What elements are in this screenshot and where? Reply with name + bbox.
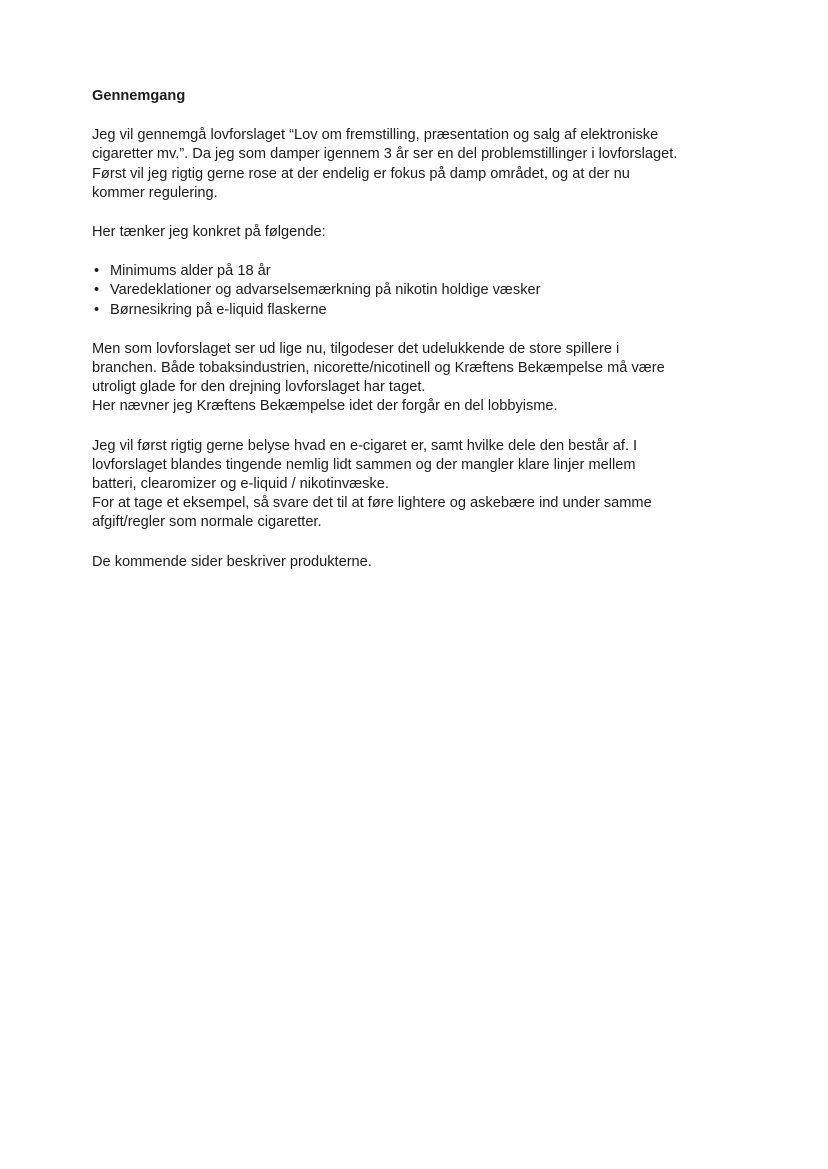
document-heading: Gennemgang [92,88,186,104]
list-item [92,262,752,281]
bullet-icon: • [94,301,100,318]
bullet-list [92,262,752,320]
paragraph-line: utroligt glade for den drejning lovforslaget har taget. [92,379,426,396]
intro-line: kommer regulering. [92,184,218,201]
list-item-text: Varedeklationer og advarselsemærkning på nikotin holdige væsker [110,282,541,299]
paragraph-line: Jeg vil først rigtig gerne belyse hvad en e-cigaret er, samt hvilke dele den består af. I [92,437,638,454]
paragraph-line: For at tage et eksempel, så svare det til at føre lightere og askebære ind under samme [92,495,652,512]
intro-line: Jeg vil gennemgå lovforslaget “Lov om fremstilling, præsentation og salg af elektroniske [92,127,659,144]
paragraph-line: Men som lovforslaget ser ud lige nu, tilgodeser det udelukkende de store spillere i [92,340,620,357]
intro-paragraph [92,126,752,203]
intro-line: cigaretter mv.”. Da jeg som damper igennem 3 år ser en del problemstillinger i lovforslaget. [92,146,678,163]
paragraph-line: branchen. Både tobaksindustrien, nicorette/nicotinell og Kræftens Bekæmpelse må være [92,360,665,377]
list-intro: Her tænker jeg konkret på følgende: [92,224,326,241]
bullet-icon: • [94,263,100,280]
list-item-text: Børnesikring på e-liquid flaskerne [110,301,327,318]
list-item [92,281,752,300]
closing-paragraph: De kommende sider beskriver produkterne. [92,553,372,570]
list-item [92,301,752,320]
paragraph-line: batteri, clearomizer og e-liquid / nikotinvæske. [92,476,389,493]
paragraph-ecigarette [92,437,752,533]
intro-line: Først vil jeg rigtig gerne rose at der endelig er fokus på damp området, og at der nu [92,165,630,182]
paragraph-stakeholders [92,340,752,417]
bullet-icon: • [94,282,100,299]
paragraph-line: afgift/regler som normale cigaretter. [92,514,322,531]
list-item-text: Minimums alder på 18 år [110,263,271,280]
document-page [92,87,752,592]
paragraph-line: Her nævner jeg Kræftens Bekæmpelse idet der forgår en del lobbyisme. [92,398,558,415]
paragraph-line: lovforslaget blandes tingende nemlig lidt sammen og der mangler klare linjer mellem [92,456,636,473]
